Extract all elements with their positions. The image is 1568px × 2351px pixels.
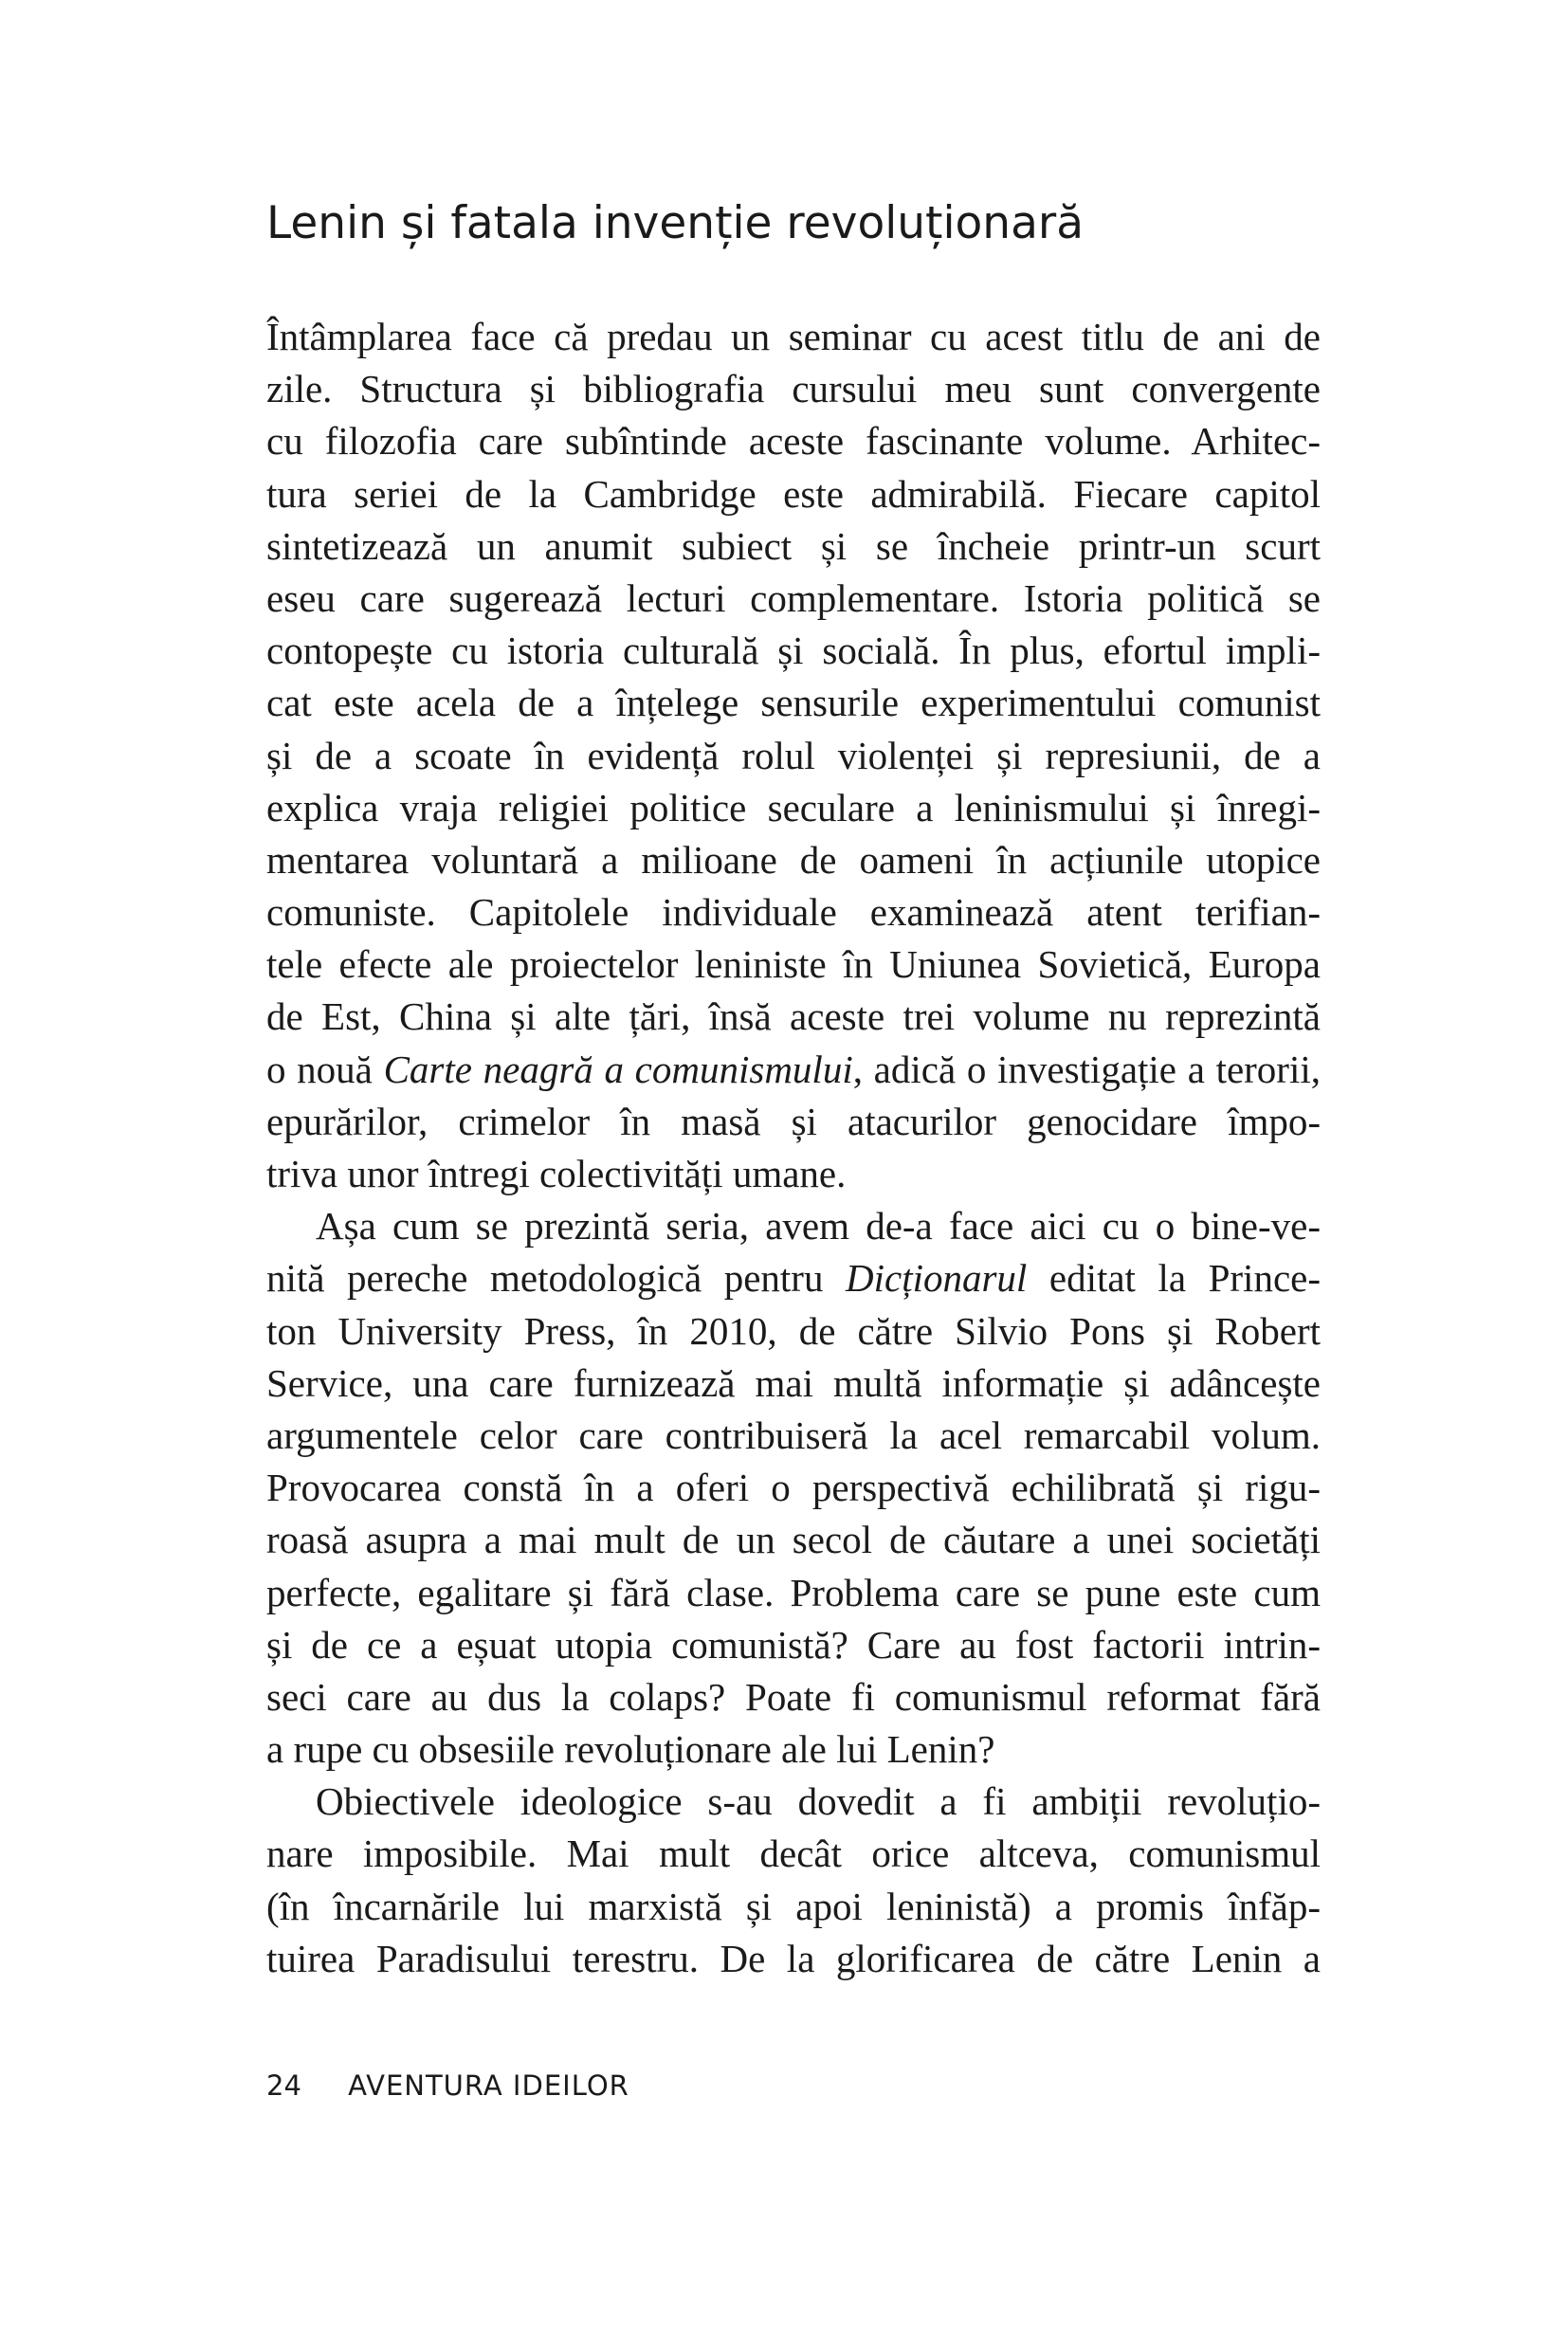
text-line: Provocarea constă în a oferi o perspectivă echilibrată și rigu-	[266, 1466, 1321, 1510]
text-line: argumentele celor care contribuiseră la acel remarcabil volum.	[266, 1412, 1321, 1457]
text-line: de Est, China și alte țări, însă aceste trei volume nu reprezintă	[266, 994, 1321, 1039]
page-number: 24	[266, 2069, 301, 2102]
line-text: , adică o investigație a terorii,	[852, 1047, 1321, 1091]
book-title-italic: Carte neagră a comunismului	[383, 1047, 853, 1091]
text-line: comuniste. Capitolele individuale examinează atent terifian-	[266, 890, 1321, 935]
text-line: și de ce a eșuat utopia comunistă? Care au fost factorii intrin-	[266, 1622, 1321, 1667]
text-line: zile. Structura și bibliografia cursului meu sunt convergente	[266, 367, 1321, 411]
line-text: o nouă	[266, 1047, 384, 1091]
text-line: și de a scoate în evidență rolul violenței și represiunii, de a	[266, 733, 1321, 777]
text-line: Așa cum se prezintă seria, avem de-a face aici cu o bine-ve-	[316, 1204, 1321, 1248]
text-line: (în încarnările lui marxistă și apoi leninistă) a promis înfăp-	[266, 1884, 1321, 1928]
text-line: seci care au dus la colaps? Poate fi comunismul reformat fără	[266, 1674, 1321, 1719]
text-line: explica vraja religiei politice seculare a leninismului și înregi-	[266, 785, 1321, 829]
text-line: contopește cu istoria culturală și socială. În plus, efortul impli-	[266, 629, 1321, 673]
text-line: Service, una care furnizează mai multă informație și adâncește	[266, 1360, 1321, 1405]
text-line: nare imposibile. Mai mult decât orice altceva, comunismul	[266, 1832, 1321, 1876]
text-line: tuirea Paradisului terestru. De la glorificarea de către Lenin a	[266, 1936, 1321, 1980]
text-line: sintetizează un anumit subiect și se încheie printr-un scurt	[266, 523, 1321, 568]
text-line: tura seriei de la Cambridge este admirabilă. Fiecare capitol	[266, 471, 1321, 516]
text-line: Întâmplarea face că predau un seminar cu acest titlu de ani de	[266, 315, 1321, 358]
running-head: AVENTURA IDEILOR	[348, 2069, 629, 2102]
text-line: Obiectivele ideologice s-au dovedit a fi ambiții revoluțio-	[316, 1779, 1321, 1824]
text-line: a rupe cu obsesiile revoluționare ale lui Lenin?	[266, 1727, 995, 1772]
line-text: editat la Prince-	[1027, 1256, 1322, 1301]
text-line: ton University Press, în 2010, de către Silvio Pons și Robert	[266, 1308, 1321, 1353]
text-line: mentarea voluntară a milioane de oameni în acțiunile utopice	[266, 837, 1321, 882]
chapter-title: Lenin și fatala invenție revoluționară	[266, 197, 1084, 249]
text-line-with-title	[266, 1044, 1321, 1096]
text-line: triva unor întregi colectivități umane.	[266, 1152, 847, 1195]
page-footer	[266, 2067, 629, 2105]
text-line: cu filozofia care subîntinde aceste fascinante volume. Arhitec-	[266, 419, 1321, 464]
text-line: perfecte, egalitare și fără clase. Problema care se pune este cum	[266, 1570, 1321, 1614]
text-line: eseu care sugerează lecturi complementare. Istoria politică se	[266, 575, 1321, 620]
text-line: tele efecte ale proiectelor leniniste în Uniunea Sovietică, Europa	[266, 942, 1321, 987]
text-line: epurărilor, crimelor în masă și atacurilor genocidare împo-	[266, 1099, 1321, 1143]
body-text	[266, 311, 1321, 1985]
book-title-italic: Dicționarul	[846, 1256, 1028, 1301]
text-line-with-title	[266, 1252, 1321, 1304]
text-line: roasă asupra a mai mult de un secol de căutare a unei societăți	[266, 1518, 1321, 1562]
text-line: cat este acela de a înțelege sensurile experimentului comunist	[266, 681, 1321, 725]
line-text: nită pereche metodologică pentru	[266, 1256, 846, 1301]
